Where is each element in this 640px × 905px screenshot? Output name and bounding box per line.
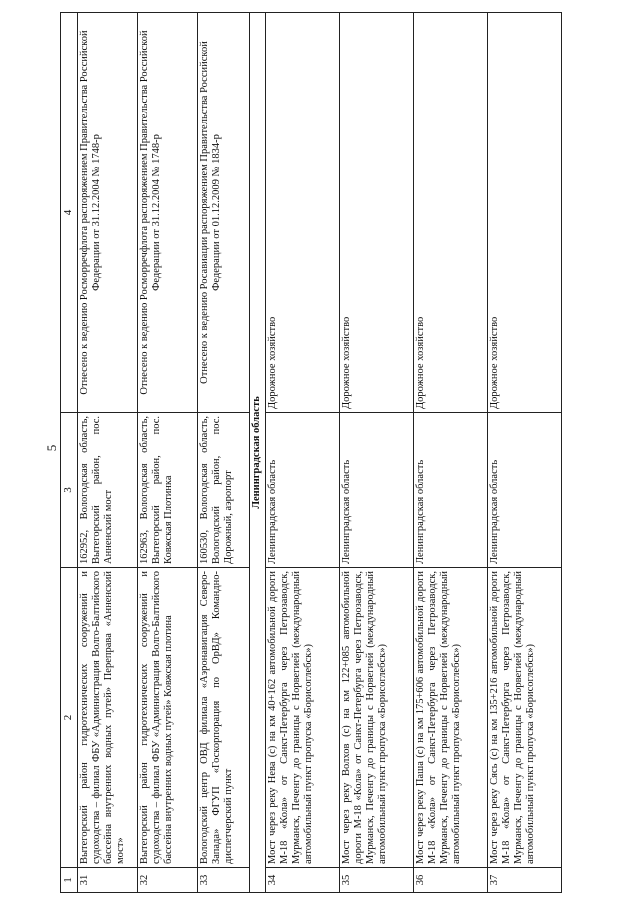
object-name: Мост через реку Сясь (с) на км 135+216 автомобильной дороги М-18 «Кола» от Санкт-Петербурга через Петрозаводск, Мурманск, Печенгу до границы с Норвегией (международный автомобильный пункт пропуска «Борисоглебск») (488, 568, 562, 868)
object-name: Мост через реку Волхов (с) на км 122+085 автомобильной дороги М-18 «Кола» от Санкт-Петербурга через Петрозаводск, Мурманск, Печенгу до границы с Норвегией (международный автомобильный пункт пропуска «Борисоглебск») (340, 568, 414, 868)
object-note: Отнесено к ведению Росавиации распоряжением Правительства Российской Федерации от 01.12.2009 № 1834-р (198, 13, 250, 413)
object-address: 162963, Вологодская область, Вытегорский район, пос. Ковжская Плотинка (138, 413, 198, 568)
rotated-content (60, 13, 564, 893)
objects-table (60, 12, 562, 893)
table-row (488, 13, 562, 893)
object-name: Мост через реку Паша (с) на км 175+606 автомобильной дороги М-18 «Кола» от Санкт-Петербурга через Петрозаводск, Мурманск, Печенгу до границы с Норвегией (международный автомобильный пункт пропуска «Борисоглебск») (414, 568, 488, 868)
row-number: 36 (414, 868, 488, 893)
row-number: 35 (340, 868, 414, 893)
object-address: 162952, Вологодская область, Вытегорский район, пос. Анненский мост (78, 413, 138, 568)
table-row (78, 13, 138, 893)
region-row (250, 13, 266, 893)
page-number: 5 (44, 444, 59, 452)
object-name: Вологодский центр ОВД филиала «Аэронавигация Северо-Запада» ФГУП «Госкорпорация по ОрВД» Командно-диспетчерский пункт (198, 568, 250, 868)
table-row (138, 13, 198, 893)
region-title: Ленинградская область (250, 13, 266, 893)
object-name: Вытегорский район гидротехнических сооружений и судоходства – филиал ФБУ «Администрация Волго-Балтийского бассейна внутренних водных путей» Ковжская плотина (138, 568, 198, 868)
object-address: 160530, Вологодская область, Вологодский район, пос. Дорожный, аэропорт (198, 413, 250, 568)
row-number: 31 (78, 868, 138, 893)
row-number: 33 (198, 868, 250, 893)
header-col-3: 3 (61, 413, 78, 568)
object-name: Мост через реку Нева (с) на км 40+162 автомобильной дороги М-18 «Кола» от Санкт-Петербурга через Петрозаводск, Мурманск, Печенгу до границы с Норвегией (международный автомобильный пункт пропуска «Борисоглебск») (266, 568, 340, 868)
object-note: Дорожное хозяйство (340, 13, 414, 413)
header-col-2: 2 (61, 568, 78, 868)
object-note: Дорожное хозяйство (266, 13, 340, 413)
row-number: 37 (488, 868, 562, 893)
object-note: Отнесено к ведению Росморречфлота распоряжением Правительства Российской Федерации от 31.12.2004 № 1748-р (78, 13, 138, 413)
object-note: Отнесено к ведению Росморречфлота распоряжением Правительства Российской Федерации от 31.12.2004 № 1748-р (138, 13, 198, 413)
table-row (340, 13, 414, 893)
object-note: Дорожное хозяйство (414, 13, 488, 413)
object-address: Ленинградская область (266, 413, 340, 568)
table-header-row (61, 13, 78, 893)
object-address: Ленинградская область (488, 413, 562, 568)
header-col-4: 4 (61, 13, 78, 413)
object-address: Ленинградская область (340, 413, 414, 568)
object-name: Вытегорский район гидротехнических сооружений и судоходства – филиал ФБУ «Администрация Волго-Балтийского бассейна внутренних водных путей» Переправа «Анненский мост» (78, 568, 138, 868)
row-number: 34 (266, 868, 340, 893)
object-address: Ленинградская область (414, 413, 488, 568)
row-number: 32 (138, 868, 198, 893)
header-col-1: 1 (61, 868, 78, 893)
table-row (414, 13, 488, 893)
object-note: Дорожное хозяйство (488, 13, 562, 413)
table-row (266, 13, 340, 893)
table-row (198, 13, 250, 893)
